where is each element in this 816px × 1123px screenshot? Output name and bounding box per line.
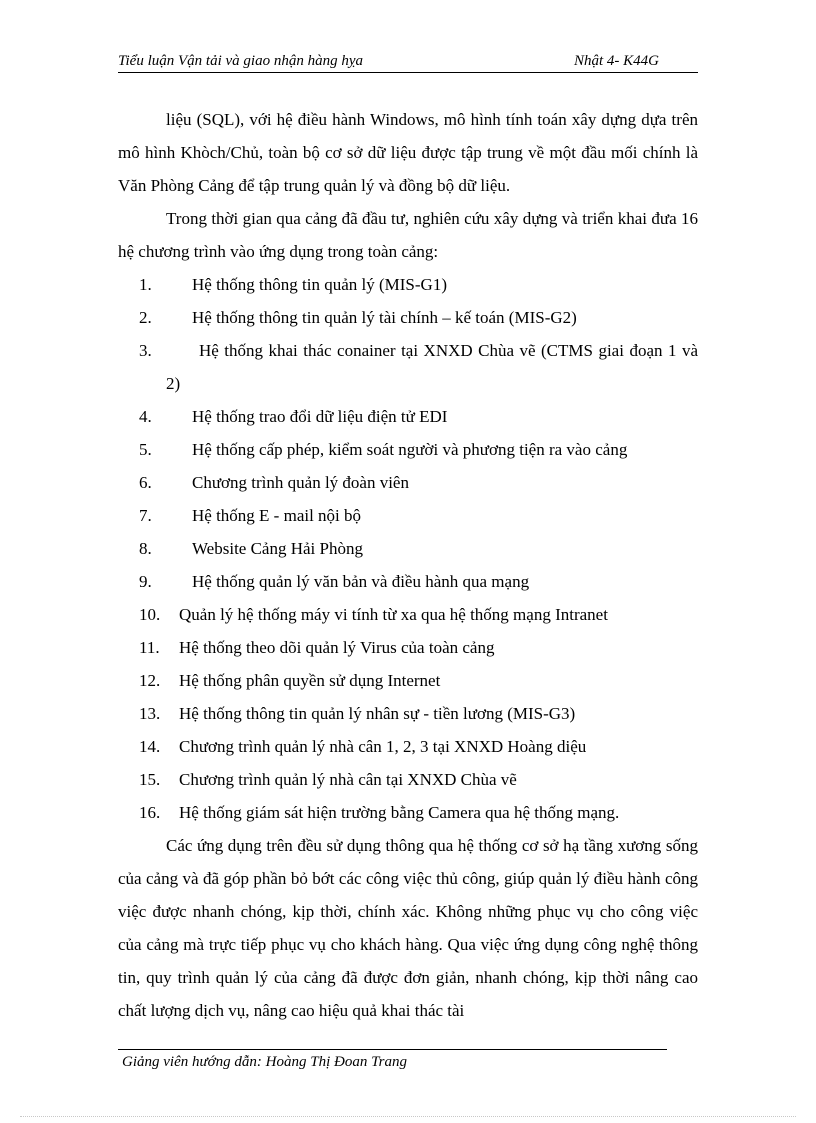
list-item-number: 2. [139,308,152,327]
list-item-number: 5. [139,440,152,459]
list-item-number: 13. [139,704,161,723]
list-item [118,532,698,565]
list-item-text: Chương trình quản lý đoàn viên [192,473,409,492]
list-item [118,400,698,433]
list-item-number: 11. [139,638,160,657]
list-item-text: Hệ thống E - mail nội bộ [192,506,362,525]
list-item-text: Hệ thống phân quyền sử dụng Internet [179,671,441,690]
list-item-text: Hệ thống thông tin quản lý (MIS-G1) [192,275,447,294]
header-title: Tiểu luận Vận tải và giao nhận hàng hỵa [118,53,363,69]
list-item-number: 7. [139,506,152,525]
page-bottom-border [20,1116,796,1117]
list-item-number: 1. [139,275,152,294]
list-item-text: Hệ thống giám sát hiện trường bằng Camera qua hệ thống mạng. [179,803,620,822]
list-item-number: 6. [139,473,152,492]
list-item [118,565,698,598]
list-item [118,763,698,796]
list-item-number: 16. [139,803,161,822]
list-item-text: Website Cảng Hải Phòng [192,539,363,558]
list-item-text: Hệ thống theo dõi quản lý Virus của toàn cảng [179,638,495,657]
header-author: Nhật 4- K44G [574,53,660,69]
list-item [118,334,698,400]
list-item-number: 4. [139,407,152,426]
footer-instructor: Giảng viên hướng dẫn: Hoàng Thị Đoan Trang [122,1054,407,1070]
list-item [118,268,698,301]
list-item-text: Hệ thống khai thác conainer tại XNXD Chùa vẽ (CTMS giai đoạn 1 và 2) [166,341,698,393]
list-item-number: 9. [139,572,152,591]
list-item [118,730,698,763]
list-item-number: 15. [139,770,161,789]
list-item-text: Hệ thống trao đổi dữ liệu điện tử EDI [192,407,448,426]
list-item-text: Hệ thống quản lý văn bản và điều hành qua mạng [192,572,530,591]
application-list [118,268,698,829]
list-item [118,598,698,631]
document-body [118,103,698,1027]
list-item [118,697,698,730]
list-item-text: Chương trình quản lý nhà cân tại XNXD Chùa vẽ [179,770,517,789]
list-item-text: Chương trình quản lý nhà cân 1, 2, 3 tại XNXD Hoàng diệu [179,737,587,756]
list-item-number: 12. [139,671,161,690]
paragraph-conclusion: Các ứng dụng trên đều sử dụng thông qua hệ thống cơ sở hạ tầng xương sống của cảng và đã góp phần bỏ bớt các công việc thủ công, giúp quản lý điều hành công việc được nhanh chóng, kịp thời, chính xác. Không những phục vụ cho công việc của cảng mà trực tiếp phục vụ cho khách hàng. Qua việc ứng dụng công nghệ thông tin, quy trình quản lý của cảng đã được đơn giản, nhanh chóng, kịp thời nâng cao chất lượng dịch vụ, nâng cao hiệu quả khai thác tài [118,836,698,1020]
list-item-number: 3. [139,341,152,360]
page-header [118,52,698,73]
list-item-text: Quản lý hệ thống máy vi tính từ xa qua hệ thống mạng Intranet [179,605,608,624]
list-item [118,631,698,664]
list-item-text: Hệ thống cấp phép, kiểm soát người và phương tiện ra vào cảng [192,440,628,459]
list-item-number: 10. [139,605,161,624]
list-item-number: 14. [139,737,161,756]
list-item [118,433,698,466]
list-item-text: Hệ thống thông tin quản lý nhân sự - tiền lương (MIS-G3) [179,704,576,723]
list-item [118,466,698,499]
list-item [118,301,698,334]
list-item-number: 8. [139,539,152,558]
paragraph-investment: Trong thời gian qua cảng đã đầu tư, nghiên cứu xây dựng và triển khai đưa 16 hệ chương trình vào ứng dụng trong toàn cảng: [118,209,698,261]
list-item [118,499,698,532]
list-item-text: Hệ thống thông tin quản lý tài chính – kế toán (MIS-G2) [192,308,577,327]
footer-divider [118,1049,667,1050]
list-item [118,664,698,697]
list-item [118,796,698,829]
paragraph-intro: liệu (SQL), với hệ điều hành Windows, mô hình tính toán xây dựng dựa trên mô hình Khòch/Chủ, toàn bộ cơ sở dữ liệu được tập trung về một đầu mối chính là Văn Phòng Cảng để tập trung quản lý và đồng bộ dữ liệu. [118,110,698,195]
